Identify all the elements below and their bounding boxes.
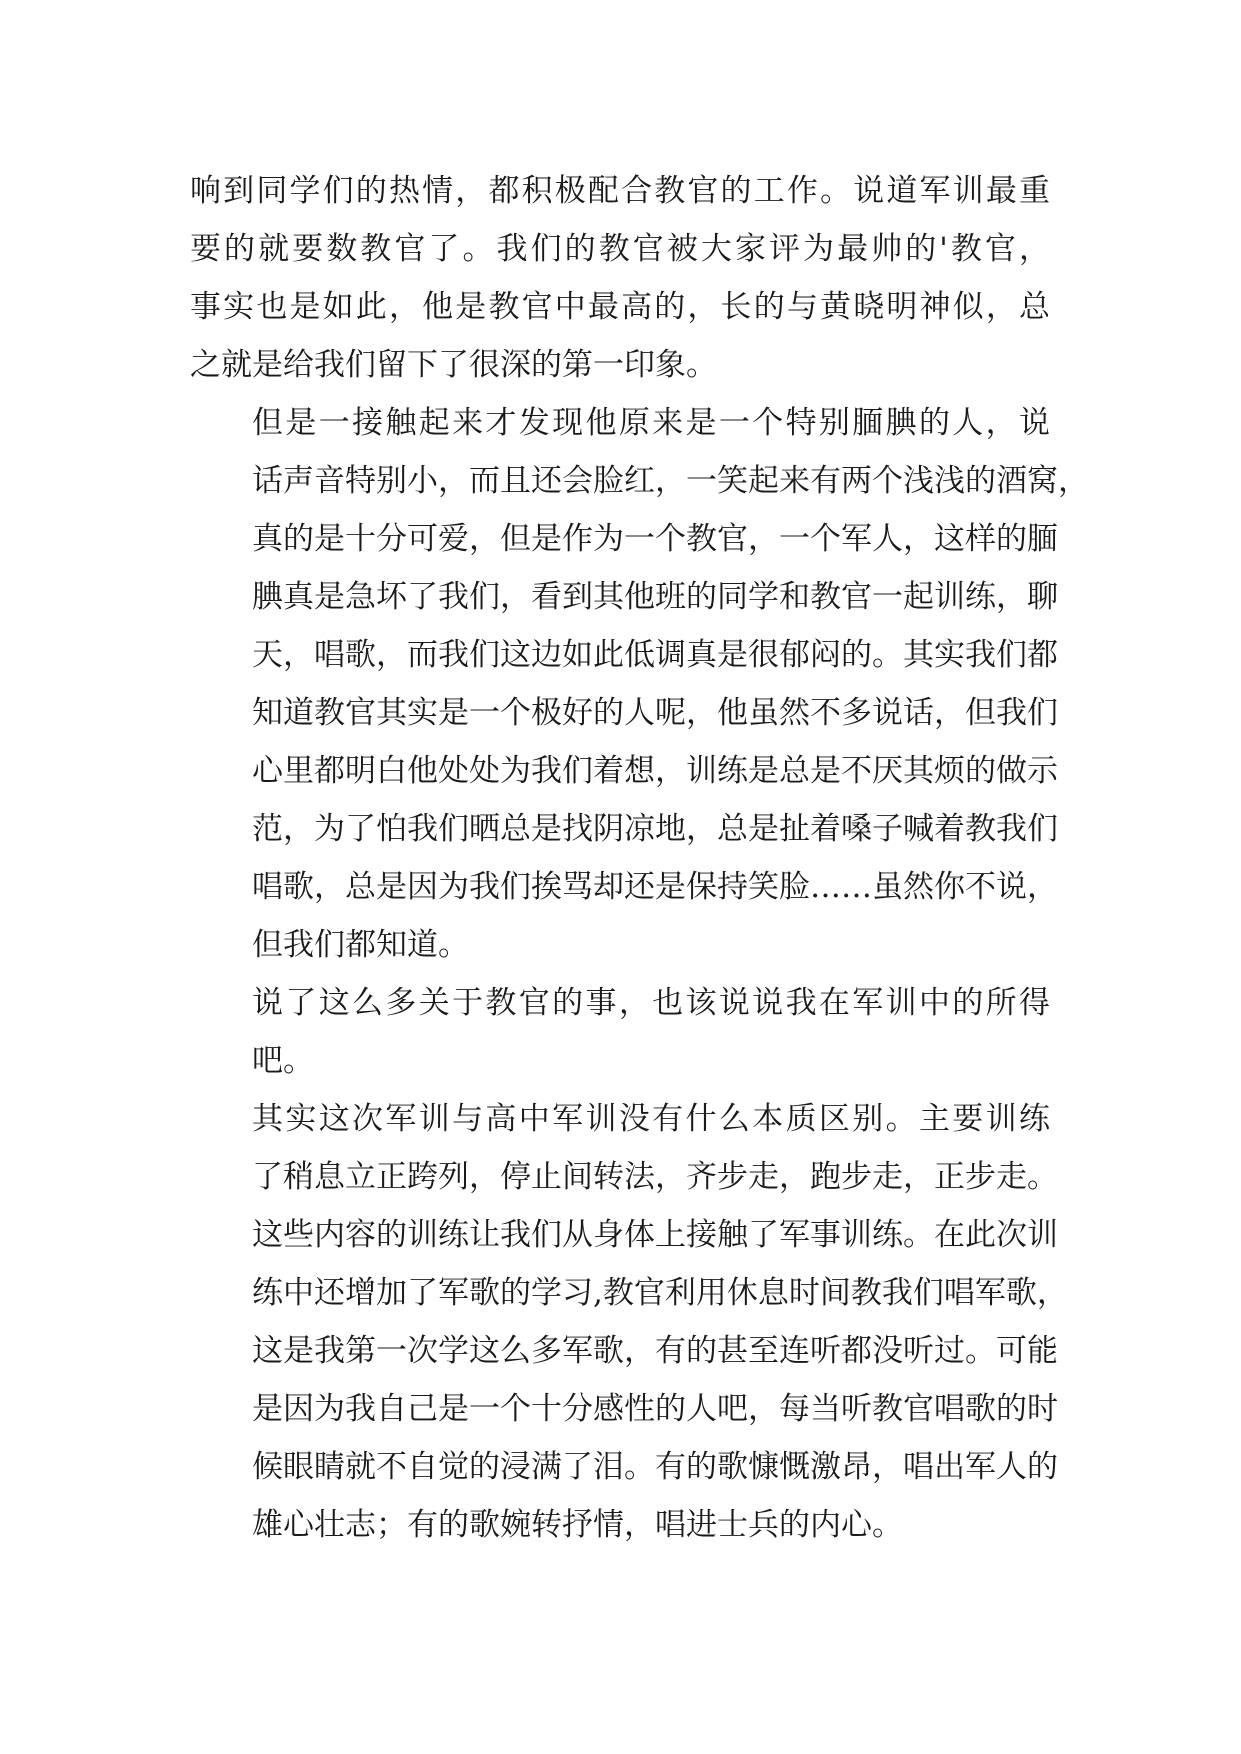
text-line: 这些内容的训练让我们从身体上接触了军事训练。在此次训 <box>252 1217 1058 1253</box>
text-line: 范，为了怕我们晒总是找阴凉地，总是扯着嗓子喊着教我们 <box>252 811 1058 847</box>
text-line: 其实这次军训与高中军训没有什么本质区别。主要训练 <box>252 1101 1050 1137</box>
paragraph <box>190 1090 1068 1554</box>
text-line: 腆真是急坏了我们，看到其他班的同学和教官一起训练，聊 <box>252 579 1058 615</box>
text-line: 知道教官其实是一个极好的人呢，他虽然不多说话，但我们 <box>252 695 1058 731</box>
text-line: 这是我第一次学这么多军歌，有的甚至连听都没听过。可能 <box>252 1333 1058 1369</box>
text-line: 响到同学们的热情，都积极配合教官的工作。说道军训最重 <box>190 173 1050 209</box>
text-line: 话声音特别小，而且还会脸红，一笑起来有两个浅浅的酒窝， <box>252 463 1089 499</box>
document-body <box>190 162 1089 1554</box>
text-line: 唱歌，总是因为我们挨骂却还是保持笑脸……虽然你不说， <box>252 869 1058 905</box>
paragraph <box>190 974 1050 1090</box>
text-line: 练中还增加了军歌的学习,教官利用休息时间教我们唱军歌， <box>252 1275 1068 1311</box>
text-line: 天，唱歌，而我们这边如此低调真是很郁闷的。其实我们都 <box>252 637 1058 673</box>
text-line: 吧。 <box>252 1043 314 1079</box>
text-line: 事实也是如此，他是教官中最高的，长的与黄晓明神似，总 <box>190 289 1050 325</box>
text-line: 候眼睛就不自觉的浸满了泪。有的歌慷慨激昂，唱出军人的 <box>252 1449 1058 1485</box>
text-line: 之就是给我们留下了很深的第一印象。 <box>190 347 717 383</box>
text-line: 要的就要数教官了。我们的教官被大家评为最帅的'教官， <box>190 231 1050 267</box>
paragraph <box>190 394 1089 974</box>
paragraph <box>190 162 1050 394</box>
text-line: 雄心壮志；有的歌婉转抒情，唱进士兵的内心。 <box>252 1507 903 1543</box>
text-line: 说了这么多关于教官的事，也该说说我在军训中的所得 <box>252 985 1050 1021</box>
text-line: 心里都明白他处处为我们着想，训练是总是不厌其烦的做示 <box>252 753 1058 789</box>
text-line: 但我们都知道。 <box>252 927 469 963</box>
text-line: 但是一接触起来才发现他原来是一个特别腼腆的人，说 <box>252 405 1050 441</box>
text-line: 了稍息立正跨列，停止间转法，齐步走，跑步走，正步走。 <box>252 1159 1058 1195</box>
text-line: 真的是十分可爱，但是作为一个教官，一个军人，这样的腼 <box>252 521 1058 557</box>
text-line: 是因为我自己是一个十分感性的人吧，每当听教官唱歌的时 <box>252 1391 1058 1427</box>
